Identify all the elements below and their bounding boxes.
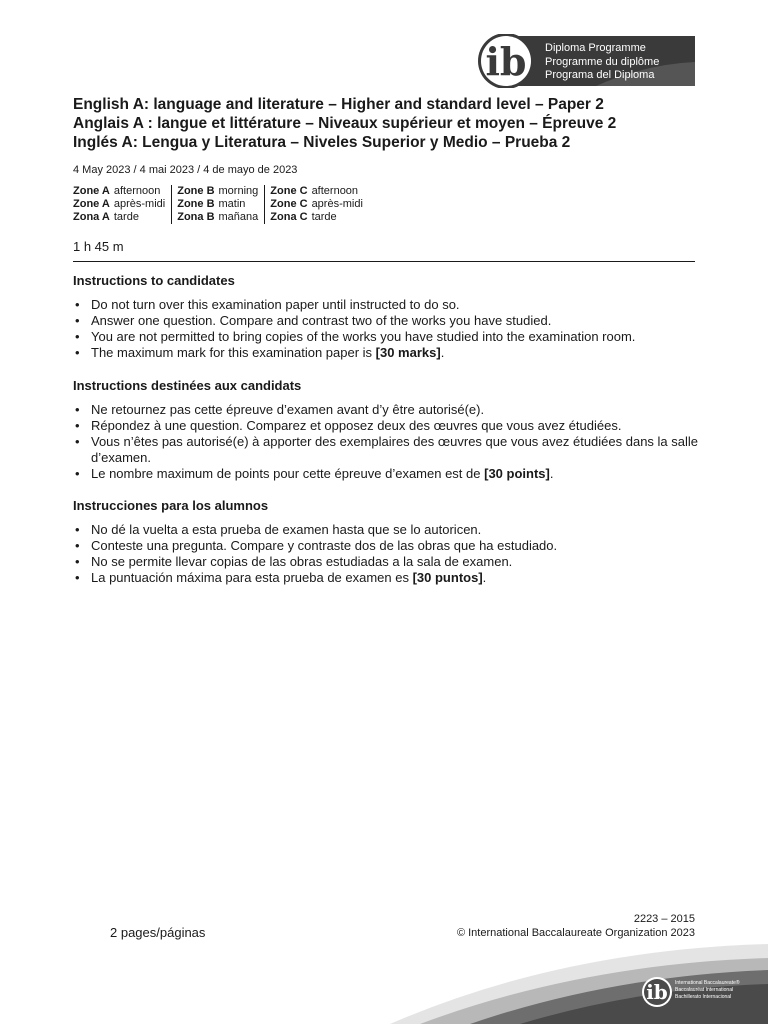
section-heading: Instrucciones para los alumnos: [73, 498, 269, 513]
zone-row: Zone C afternoon: [270, 185, 359, 197]
footer-logo-text: [675, 980, 740, 1001]
logo-line: Bachillerato Internacional: [675, 994, 732, 1000]
instruction-item: • Conteste una pregunta. Compare y contraste dos de las obras que ha estudiado.: [73, 538, 703, 554]
instruction-item: • Answer one question. Compare and contrast two of the works you have studied.: [73, 313, 703, 329]
section-heading: Instructions to candidates: [73, 273, 235, 288]
instructions-english: [73, 273, 703, 361]
diploma-programme-badge: [476, 34, 695, 88]
zone-row: Zone B morning: [177, 185, 259, 197]
paper-titles: [73, 95, 713, 152]
logo-mark: ib: [485, 39, 527, 84]
ib-footer-logo: [641, 976, 761, 1008]
instruction-item: • No dé la vuelta a esta prueba de examen hasta que se lo autoricen.: [73, 522, 703, 538]
badge-line: Diploma Programme: [545, 42, 646, 54]
exam-date: 4 May 2023 / 4 mai 2023 / 4 de mayo de 2023: [73, 164, 298, 176]
zone-row: Zona C tarde: [270, 211, 337, 223]
instruction-item: • No se permite llevar copias de las obras estudiadas a la sala de examen.: [73, 554, 703, 570]
instructions-french: [73, 378, 703, 482]
paper-code: 2223 – 2015: [633, 913, 695, 925]
instruction-item: • La puntuación máxima para esta prueba de examen es [30 puntos].: [73, 570, 703, 586]
title-french: Anglais A : langue et littérature – Niveaux supérieur et moyen – Épreuve 2: [73, 115, 617, 132]
instruction-item: • You are not permitted to bring copies of the works you have studied into the examination room.: [73, 329, 703, 345]
zone-column: [171, 185, 264, 224]
zone-column: [73, 185, 171, 224]
instruction-item: • Do not turn over this examination paper until instructed to do so.: [73, 297, 703, 313]
logo-line: Baccalauréat International: [675, 987, 734, 993]
instruction-item: • Répondez à une question. Comparez et opposez deux des œuvres que vous avez étudiées.: [73, 418, 703, 434]
badge-text: [545, 42, 659, 83]
copyright: © International Baccalaureate Organization 2023: [456, 927, 695, 939]
badge-line: Programa del Diploma: [545, 69, 655, 81]
instruction-item: • Le nombre maximum de points pour cette épreuve d’examen est de [30 points].: [73, 466, 703, 482]
zone-row: Zone B matin: [177, 198, 246, 210]
logo-line: International Baccalaureate®: [675, 980, 740, 986]
zone-row: Zone A afternoon: [73, 185, 161, 197]
zone-table: [73, 185, 369, 224]
logo-mark: ib: [646, 980, 668, 1004]
instruction-item: • Vous n’êtes pas autorisé(e) à apporter des exemplaires des œuvres que vous avez étudiées dans la salle d’examen.: [73, 434, 703, 466]
divider: [73, 261, 695, 262]
zone-row: Zone C après-midi: [270, 198, 363, 210]
ib-logo-icon: [641, 976, 673, 1008]
instruction-item: • Ne retournez pas cette épreuve d’examen avant d’y être autorisé(e).: [73, 402, 703, 418]
zone-row: Zona A tarde: [73, 211, 139, 223]
title-spanish: Inglés A: Lengua y Literatura – Niveles Superior y Medio – Prueba 2: [73, 134, 571, 151]
page-count: 2 pages/páginas: [110, 925, 206, 940]
instruction-item: • The maximum mark for this examination paper is [30 marks].: [73, 345, 703, 361]
instructions-spanish: [73, 498, 703, 586]
title-english: English A: language and literature – Higher and standard level – Paper 2: [73, 96, 604, 113]
badge-line: Programme du diplôme: [545, 55, 660, 68]
section-heading: Instructions destinées aux candidats: [73, 378, 302, 393]
zone-row: Zone A après-midi: [73, 198, 166, 210]
zone-column: [264, 185, 369, 224]
zone-row: Zona B mañana: [177, 211, 259, 223]
exam-duration: 1 h 45 m: [73, 239, 124, 254]
